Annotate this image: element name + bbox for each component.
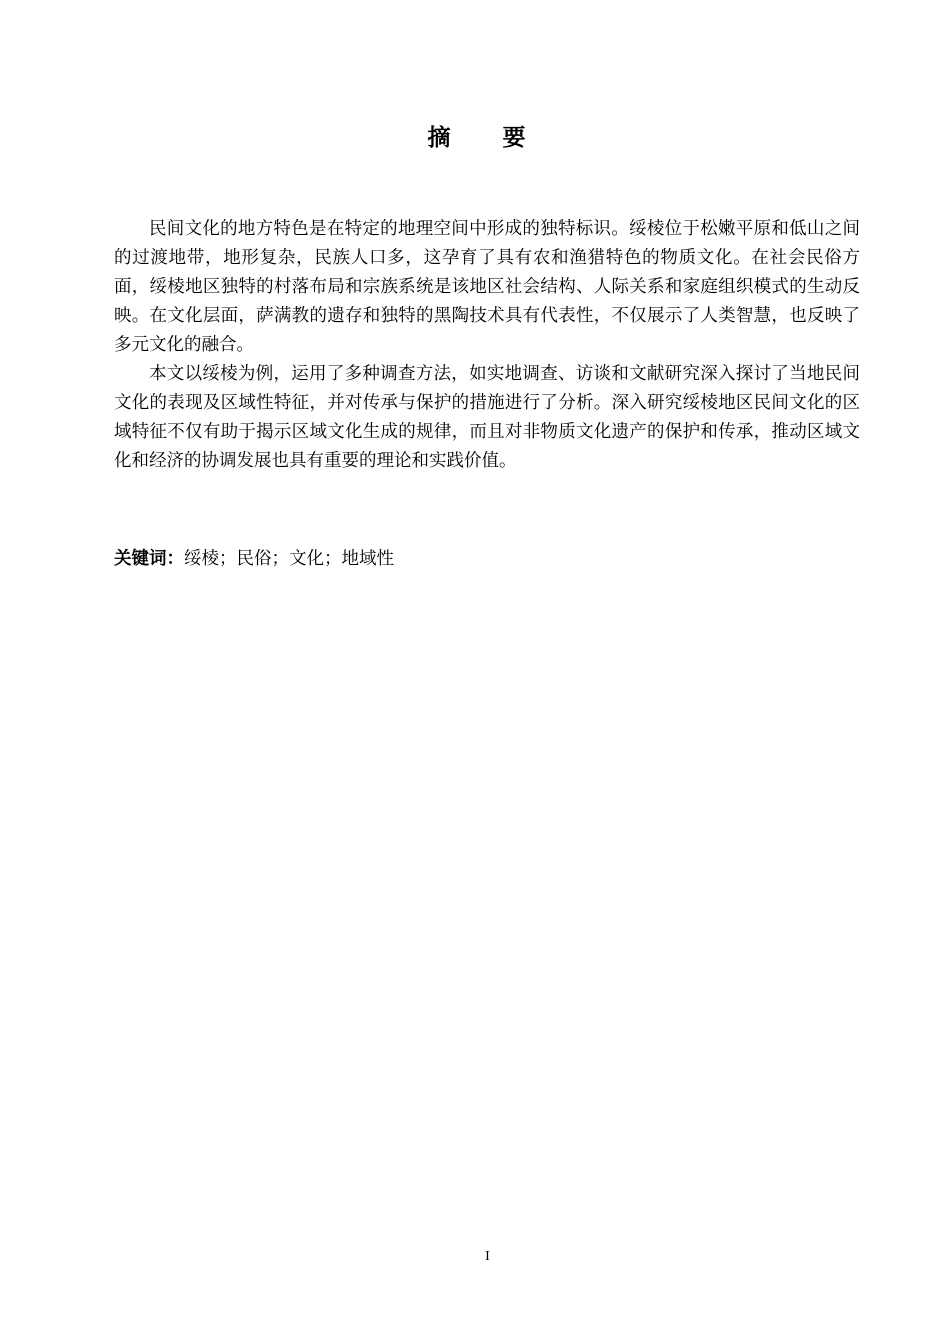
abstract-title: 摘 要 [427,125,548,151]
keywords-list: 绥棱；民俗；文化；地域性 [184,549,394,569]
keywords-label: 关键词： [114,549,184,569]
keywords-line [114,545,860,574]
abstract-body [114,215,860,476]
abstract-paragraph-1: 民间文化的地方特色是在特定的地理空间中形成的独特标识。绥棱位于松嫩平原和低山之间的过渡地带，地形复杂，民族人口多，这孕育了具有农和渔猎特色的物质文化。在社会民俗方面，绥棱地区独特的村落布局和宗族系统是该地区社会结构、人际关系和家庭组织模式的生动反映。在文化层面，萨满教的遗存和独特的黑陶技术具有代表性，不仅展示了人类智慧，也反映了多元文化的融合。 [114,219,860,355]
page-number: I [485,1249,490,1264]
abstract-paragraph-2: 本文以绥棱为例，运用了多种调查方法，如实地调查、访谈和文献研究深入探讨了当地民间文化的表现及区域性特征，并对传承与保护的措施进行了分析。深入研究绥棱地区民间文化的区域特征不仅有助于揭示区域文化生成的规律，而且对非物质文化遗产的保护和传承，推动区域文化和经济的协调发展也具有重要的理论和实践价值。 [114,364,860,471]
